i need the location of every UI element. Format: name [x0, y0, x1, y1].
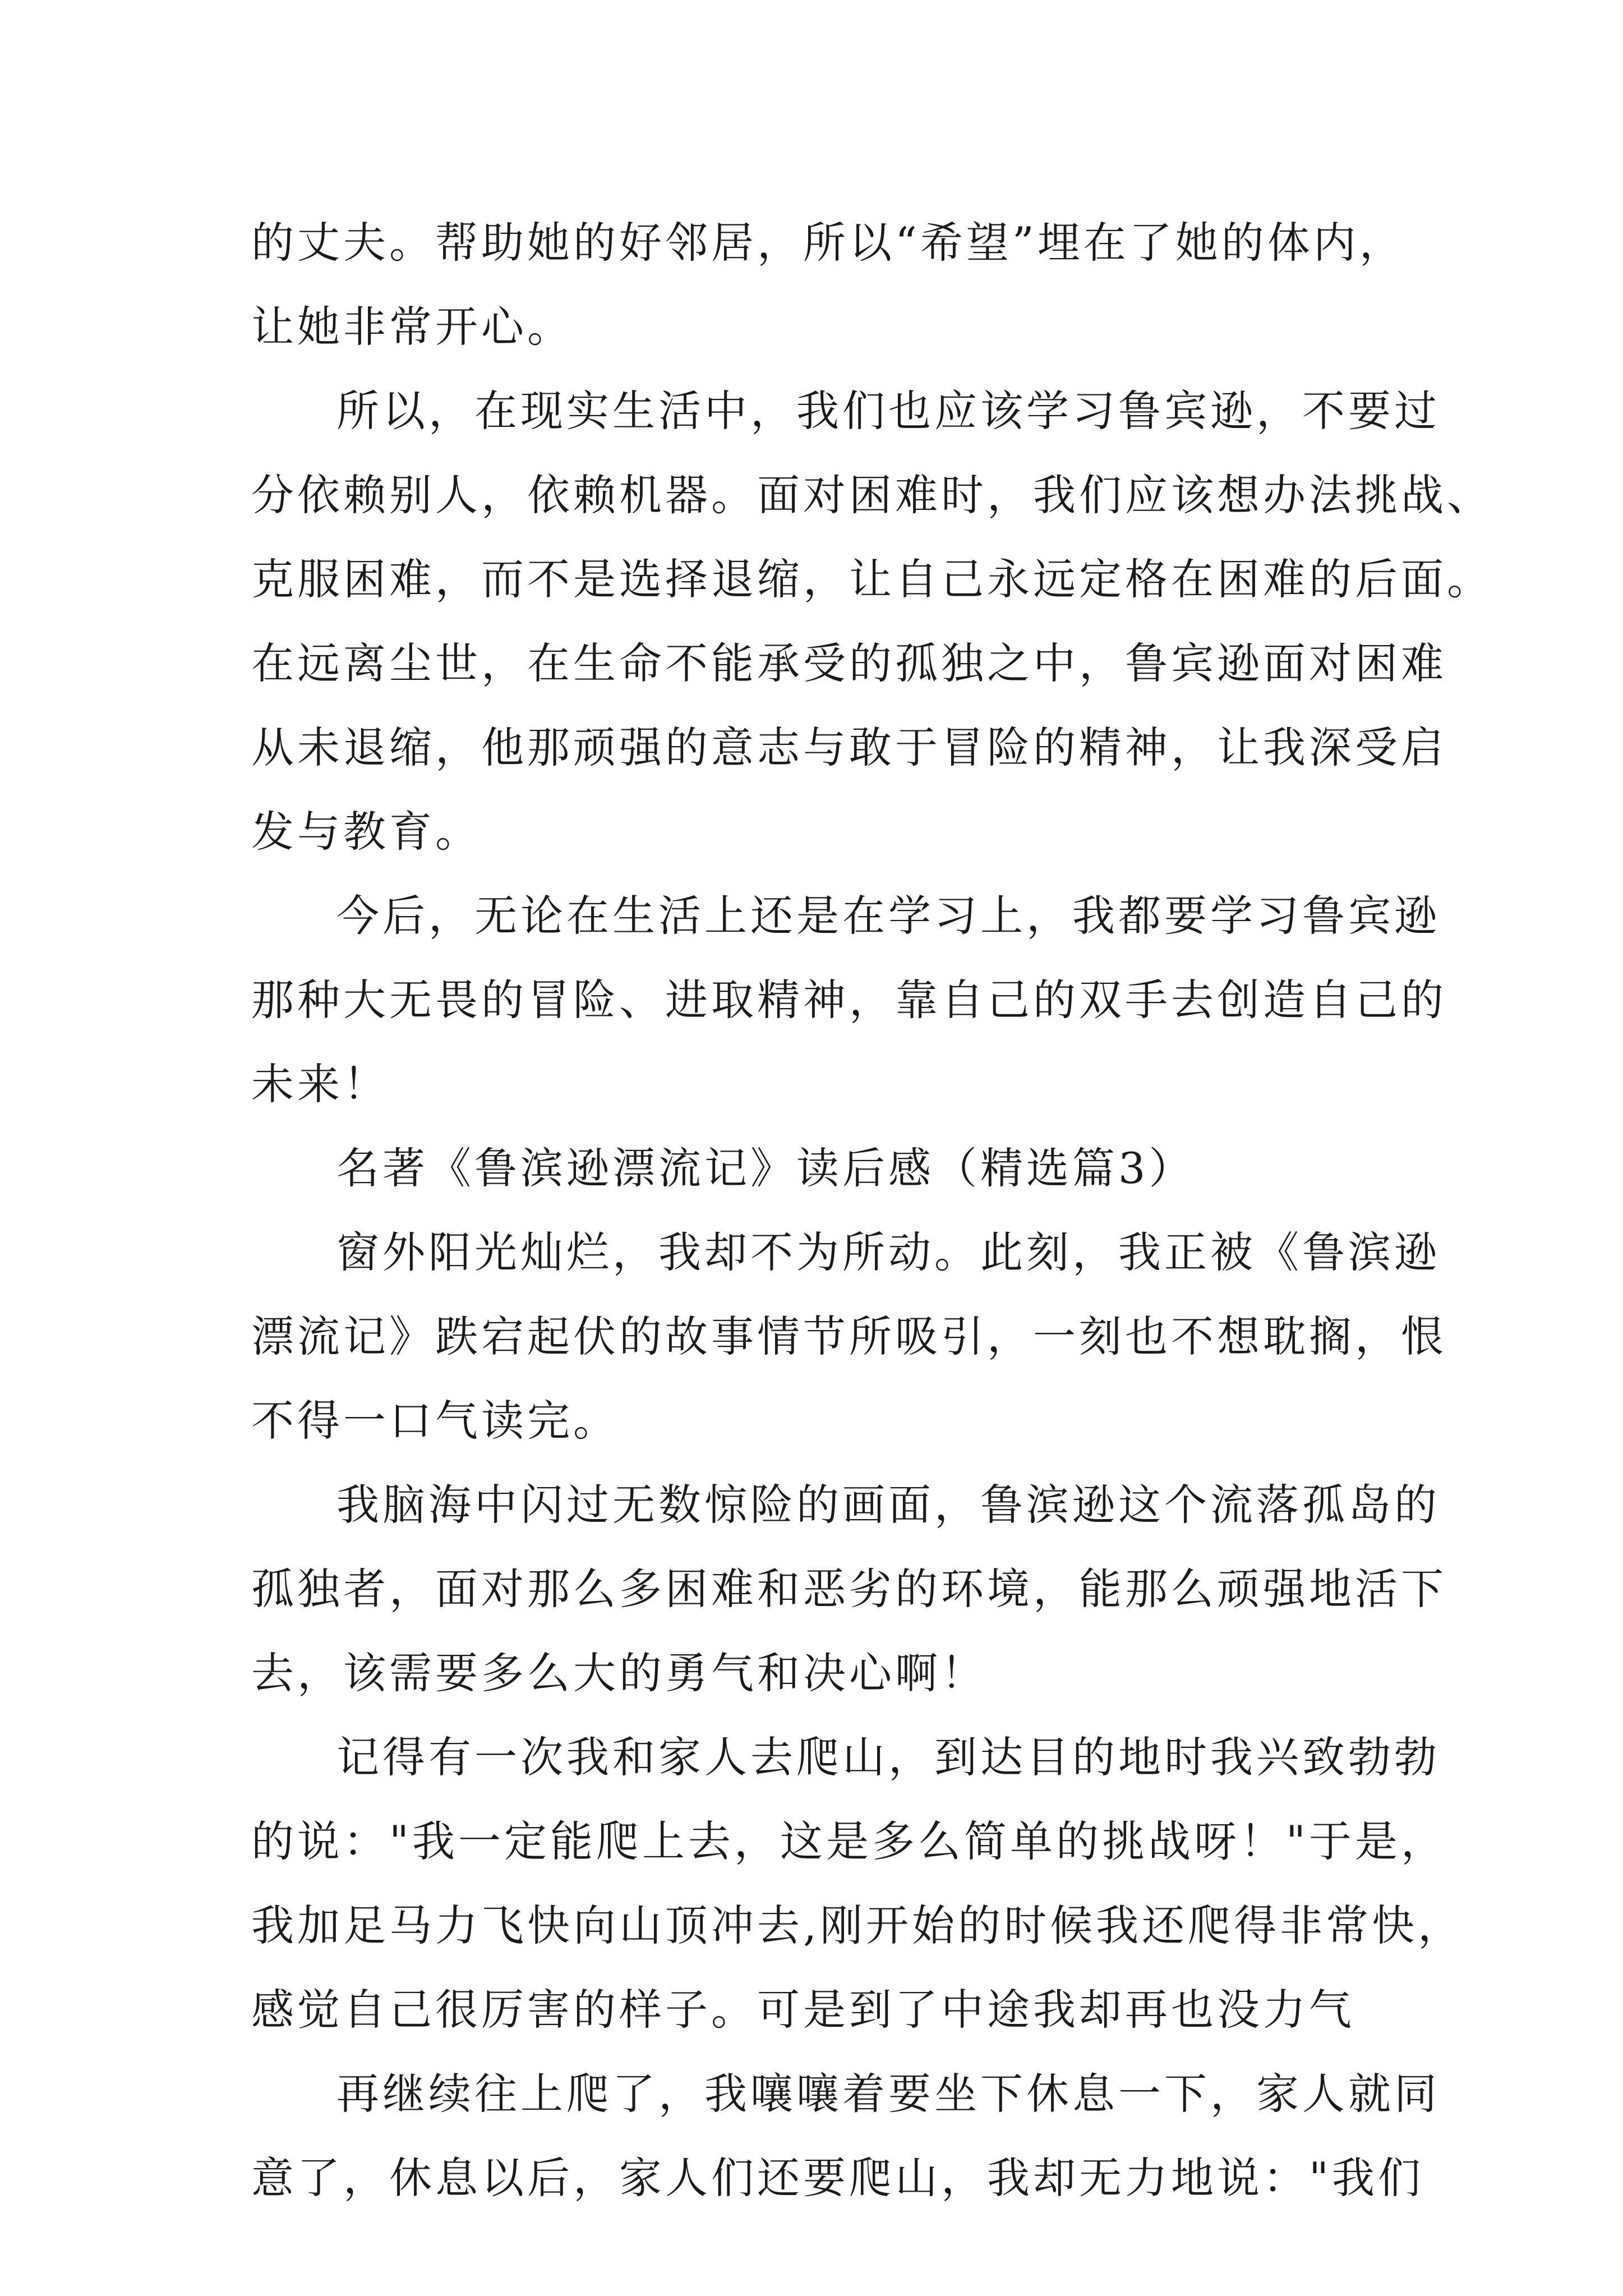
- section-heading: [251, 1126, 1390, 1211]
- text-line: 的丈夫。帮助她的好邻居，所以“希望”埋在了她的体内，: [251, 218, 1405, 268]
- text-line: 意了，休息以后，家人们还要爬山，我却无力地说："我们: [251, 2153, 1424, 2203]
- text-line: 记得有一次我和家人去爬山，到达目的地时我兴致勃勃: [336, 1732, 1440, 1782]
- heading-text: 名著《鲁滨逊漂流记》读后感（精选篇3）: [336, 1143, 1195, 1193]
- text-line: 今后，无论在生活上还是在学习上，我都要学习鲁宾逊: [336, 891, 1440, 941]
- text-line: 克服困难，而不是选择退缩，让自己永远定格在困难的后面。: [251, 554, 1493, 604]
- paragraph-4: [251, 1211, 1447, 1463]
- text-line: 漂流记》跌宕起伏的故事情节所吸引，一刻也不想耽搁，恨: [251, 1312, 1447, 1361]
- text-line: 分依赖别人，依赖机器。面对困难时，我们应该想办法挑战、: [251, 470, 1493, 520]
- text-line: 未来！: [251, 1059, 389, 1109]
- paragraph-5: [251, 1463, 1447, 1715]
- paragraph-7: [251, 2052, 1440, 2220]
- text-line: 从未退缩，他那顽强的意志与敢于冒险的精神，让我深受启: [251, 723, 1447, 772]
- text-line: 不得一口气读完。: [251, 1396, 619, 1446]
- text-line: 的说："我一定能爬上去，这是多么简单的挑战呀！"于是，: [251, 1816, 1447, 1866]
- paragraph-2: [251, 369, 1493, 874]
- text-line: 所以，在现实生活中，我们也应该学习鲁宾逊，不要过: [336, 386, 1440, 436]
- text-line: 在远离尘世，在生命不能承受的孤独之中，鲁宾逊面对困难: [251, 638, 1447, 688]
- text-line: 感觉自己很厉害的样子。可是到了中途我却再也没力气: [251, 1985, 1355, 2035]
- text-line: 孤独者，面对那么多困难和恶劣的环境，能那么顽强地活下: [251, 1564, 1447, 1614]
- text-line: 让她非常开心。: [251, 302, 573, 352]
- text-line: 我脑海中闪过无数惊险的画面，鲁滨逊这个流落孤岛的: [336, 1480, 1440, 1530]
- document-body: [251, 201, 1493, 2220]
- text-line: 去，该需要多么大的勇气和决心啊！: [251, 1648, 987, 1698]
- text-line: 我加足马力飞快向山顶冲去,刚开始的时候我还爬得非常快，: [251, 1901, 1464, 1950]
- paragraph-1: [251, 201, 1405, 369]
- paragraph-6: [251, 1715, 1464, 2052]
- text-line: 发与教育。: [251, 807, 481, 857]
- text-line: 再继续往上爬了，我嚷嚷着要坐下休息一下，家人就同: [336, 2069, 1440, 2119]
- paragraph-3: [251, 874, 1447, 1126]
- text-line: 那种大无畏的冒险、进取精神，靠自己的双手去创造自己的: [251, 975, 1447, 1025]
- text-line: 窗外阳光灿烂，我却不为所动。此刻，我正被《鲁滨逊: [336, 1227, 1440, 1277]
